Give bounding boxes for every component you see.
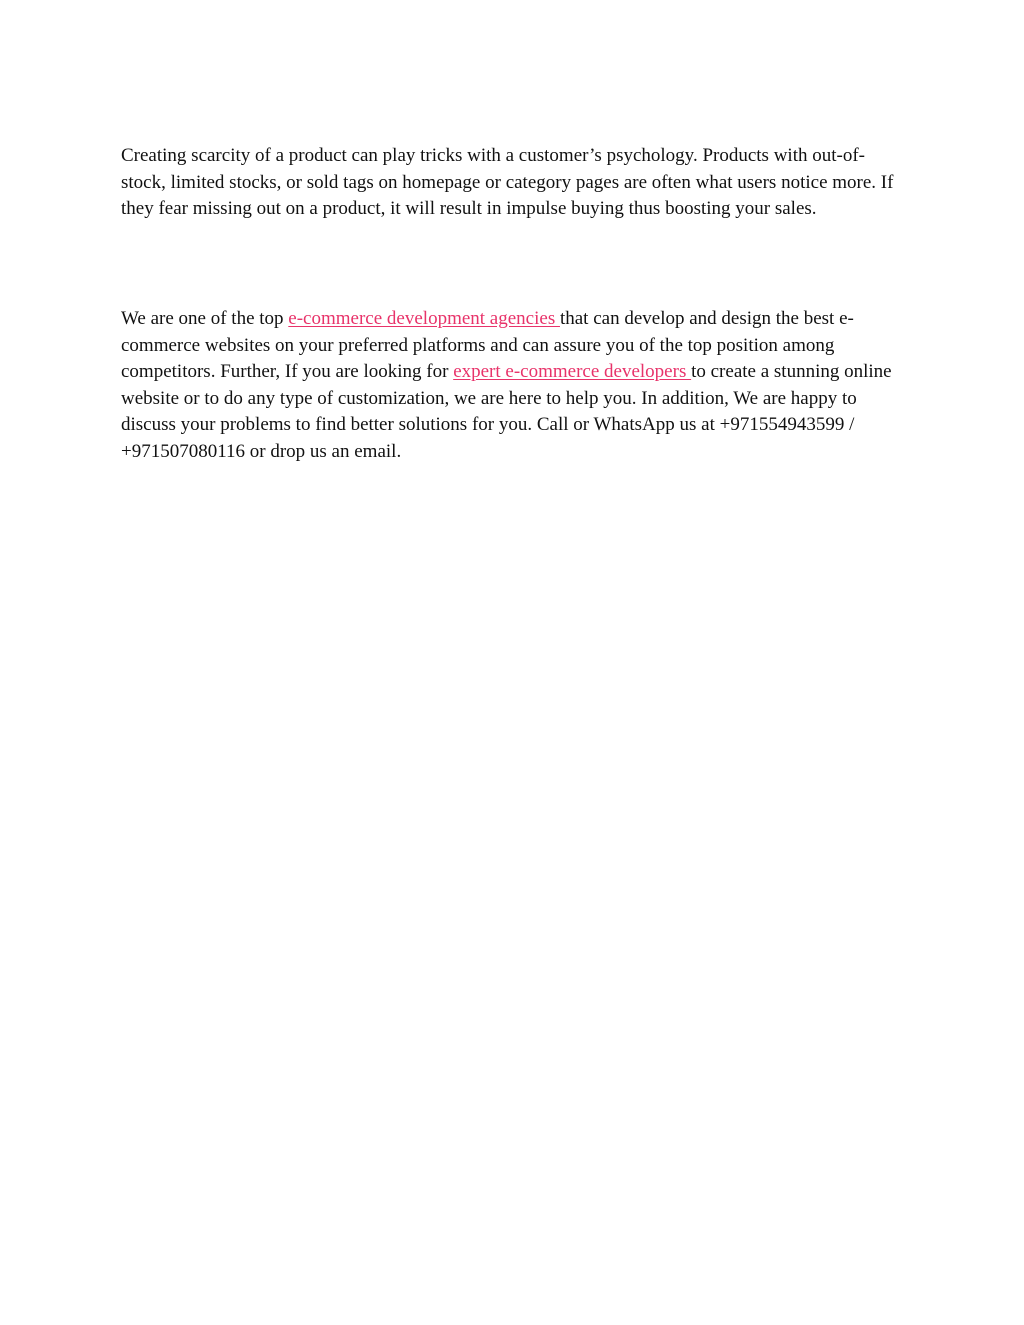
- paragraph-contact: [121, 306, 896, 465]
- paragraph-scarcity-text: Creating scarcity of a product can play tricks with a customer’s psychology. Products with out-of-stock, limited stocks, or sold tags on homepage or category pages are often what users notice more. If they fear missing out on a product, it will result in impulse buying thus boosting your sales.: [121, 145, 894, 219]
- paragraph-contact-text-2: that can develop and design the best e-commerce websites on your preferred platforms and can assure you of the top position among competitors. Further, If you are looking for: [121, 308, 854, 382]
- expert-developers-link[interactable]: expert e-commerce developers: [453, 361, 692, 382]
- paragraph-contact-text-3: to create a stunning online website or to do any type of customization, we are here to help you. In addition, We are happy to discuss your problems to find better solutions for you. Call or WhatsApp us at +971554943599 / +971507080116 or drop us an email.: [121, 361, 892, 462]
- ecommerce-agencies-link[interactable]: e-commerce development agencies: [288, 308, 560, 329]
- paragraph-scarcity: [121, 143, 896, 223]
- paragraph-contact-text-1: We are one of the top: [121, 308, 289, 329]
